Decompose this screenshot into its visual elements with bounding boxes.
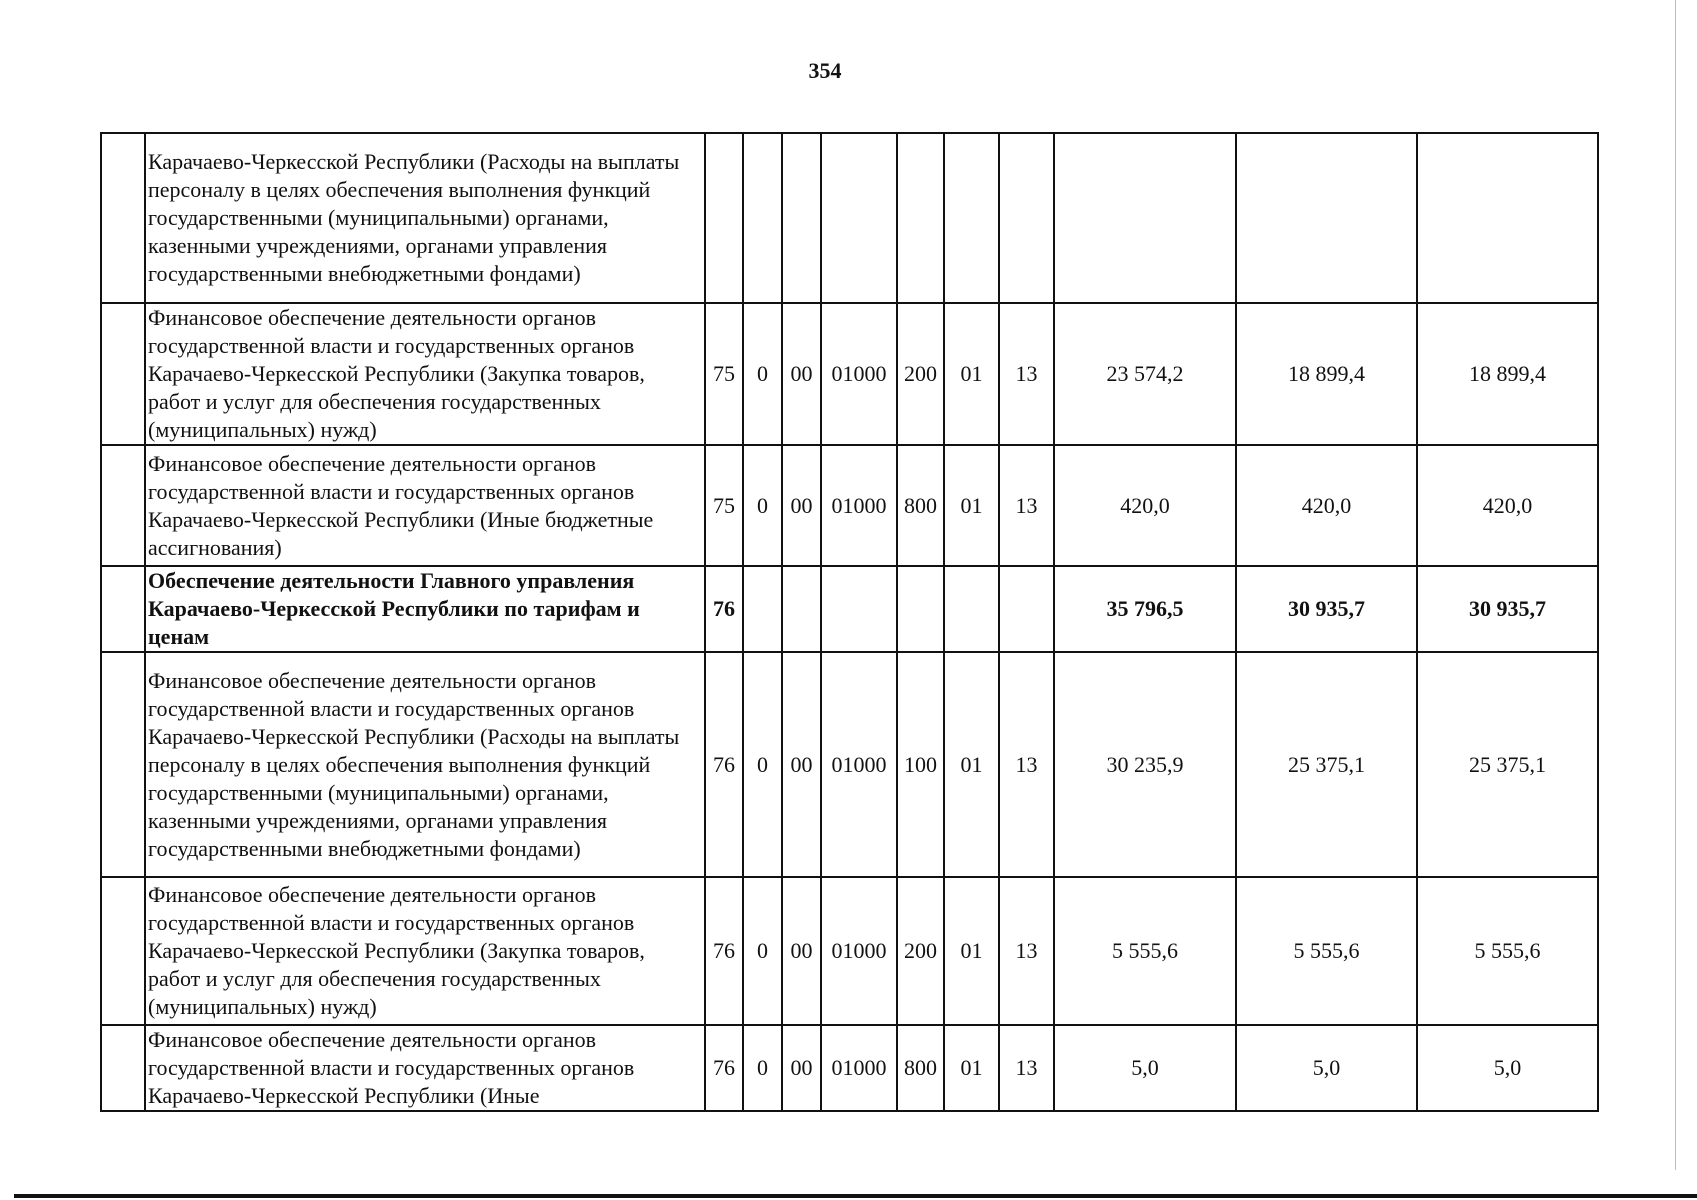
value-cell-3: 30 935,7 [1417,566,1598,652]
code-cell-4: 01000 [821,303,897,445]
code-cell-3: 00 [782,877,821,1025]
code-cell-3 [782,133,821,303]
row-number-cell [101,652,145,877]
code-cell-5 [897,133,944,303]
value-cell-1: 420,0 [1054,445,1236,566]
code-cell-7: 13 [999,877,1054,1025]
description-cell: Финансовое обеспечение деятельности органов государственной власти и государственных органов Карачаево-Черкесской Республики (Закупка товаров, работ и услуг для обеспечения государственных (муниципальных) нужд) [145,303,705,445]
code-cell-3: 00 [782,652,821,877]
code-cell-7: 13 [999,652,1054,877]
code-cell-3: 00 [782,303,821,445]
value-cell-1: 5 555,6 [1054,877,1236,1025]
bottom-rule [14,1194,1697,1198]
value-cell-2: 18 899,4 [1236,303,1417,445]
value-cell-1: 35 796,5 [1054,566,1236,652]
code-cell-1 [705,133,743,303]
description-cell: Обеспечение деятельности Главного управления Карачаево-Черкесской Республики по тарифам и ценам [145,566,705,652]
table-body [101,133,1598,1111]
row-number-cell [101,877,145,1025]
code-cell-1: 76 [705,566,743,652]
table-row [101,133,1598,303]
code-cell-2: 0 [743,1025,782,1111]
value-cell-2 [1236,133,1417,303]
code-cell-3: 00 [782,1025,821,1111]
value-cell-3: 420,0 [1417,445,1598,566]
row-number-cell [101,566,145,652]
code-cell-5: 200 [897,303,944,445]
value-cell-1: 23 574,2 [1054,303,1236,445]
value-cell-3: 25 375,1 [1417,652,1598,877]
code-cell-5: 100 [897,652,944,877]
description-cell: Финансовое обеспечение деятельности органов государственной власти и государственных органов Карачаево-Черкесской Республики (Иные [145,1025,705,1111]
code-cell-5: 800 [897,1025,944,1111]
code-cell-6: 01 [944,303,999,445]
row-number-cell [101,1025,145,1111]
code-cell-2: 0 [743,303,782,445]
value-cell-1: 5,0 [1054,1025,1236,1111]
table-row [101,1025,1598,1111]
value-cell-2: 5,0 [1236,1025,1417,1111]
table-row [101,303,1598,445]
code-cell-6: 01 [944,652,999,877]
code-cell-1: 75 [705,445,743,566]
code-cell-4 [821,566,897,652]
code-cell-2: 0 [743,445,782,566]
table-row [101,652,1598,877]
code-cell-7 [999,133,1054,303]
description-cell: Финансовое обеспечение деятельности органов государственной власти и государственных органов Карачаево-Черкесской Республики (Закупка товаров, работ и услуг для обеспечения государственных (муниципальных) нужд) [145,877,705,1025]
table-row [101,566,1598,652]
row-number-cell [101,133,145,303]
description-cell: Финансовое обеспечение деятельности органов государственной власти и государственных органов Карачаево-Черкесской Республики (Расходы на выплаты персоналу в целях обеспечения выполнения функций государственными (муниципальными) органами, казенными учреждениями, органами управления государственными внебюджетными фондами) [145,652,705,877]
scan-edge [1675,0,1676,1170]
code-cell-1: 76 [705,652,743,877]
code-cell-6: 01 [944,445,999,566]
code-cell-2 [743,566,782,652]
value-cell-2: 30 935,7 [1236,566,1417,652]
row-number-cell [101,445,145,566]
code-cell-7: 13 [999,303,1054,445]
code-cell-6 [944,133,999,303]
code-cell-1: 75 [705,303,743,445]
code-cell-6: 01 [944,1025,999,1111]
code-cell-4: 01000 [821,1025,897,1111]
budget-table [100,132,1599,1112]
description-cell: Финансовое обеспечение деятельности органов государственной власти и государственных органов Карачаево-Черкесской Республики (Иные бюджетные ассигнования) [145,445,705,566]
code-cell-4: 01000 [821,652,897,877]
code-cell-7 [999,566,1054,652]
code-cell-2 [743,133,782,303]
row-number-cell [101,303,145,445]
code-cell-7: 13 [999,445,1054,566]
description-cell: Карачаево-Черкесской Республики (Расходы на выплаты персоналу в целях обеспечения выполнения функций государственными (муниципальными) органами, казенными учреждениями, органами управления государственными внебюджетными фондами) [145,133,705,303]
value-cell-2: 25 375,1 [1236,652,1417,877]
value-cell-2: 420,0 [1236,445,1417,566]
code-cell-2: 0 [743,652,782,877]
table-row [101,877,1598,1025]
value-cell-1: 30 235,9 [1054,652,1236,877]
code-cell-3 [782,566,821,652]
value-cell-2: 5 555,6 [1236,877,1417,1025]
code-cell-5: 200 [897,877,944,1025]
code-cell-6: 01 [944,877,999,1025]
code-cell-1: 76 [705,877,743,1025]
table-row [101,445,1598,566]
value-cell-1 [1054,133,1236,303]
code-cell-7: 13 [999,1025,1054,1111]
value-cell-3: 5,0 [1417,1025,1598,1111]
value-cell-3 [1417,133,1598,303]
code-cell-5 [897,566,944,652]
code-cell-1: 76 [705,1025,743,1111]
code-cell-3: 00 [782,445,821,566]
code-cell-4: 01000 [821,877,897,1025]
page-number: 354 [808,58,842,83]
code-cell-6 [944,566,999,652]
code-cell-2: 0 [743,877,782,1025]
value-cell-3: 5 555,6 [1417,877,1598,1025]
value-cell-3: 18 899,4 [1417,303,1598,445]
code-cell-4: 01000 [821,445,897,566]
code-cell-5: 800 [897,445,944,566]
code-cell-4 [821,133,897,303]
